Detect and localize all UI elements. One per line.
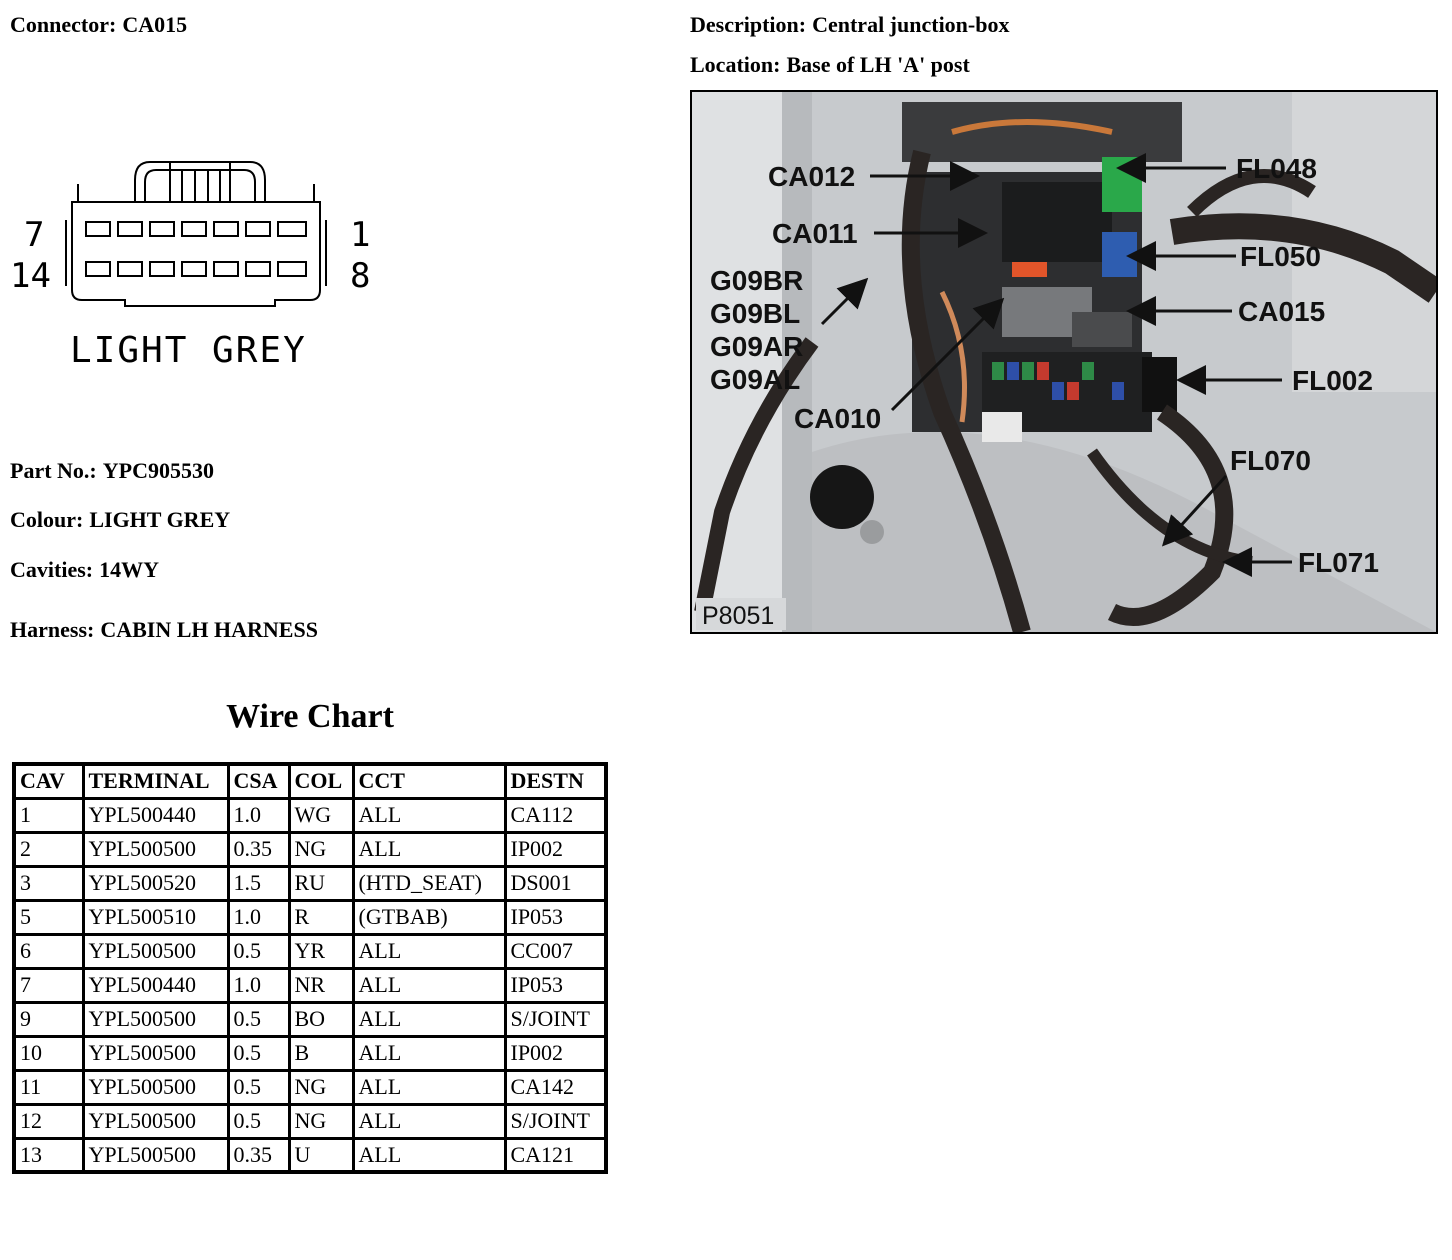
- connector-face-diagram: [10, 150, 390, 390]
- table-row: [14, 1138, 606, 1172]
- cell-terminal: YPL500500: [83, 1002, 228, 1036]
- cell-cct: (HTD_SEAT): [353, 866, 505, 900]
- description: Description: Central junction-box: [690, 12, 1010, 37]
- cavity-slot: [278, 262, 306, 276]
- cell-col: NR: [289, 968, 353, 1002]
- wire-chart-title: Wire Chart: [226, 698, 394, 735]
- table-row: [14, 900, 606, 934]
- cavity-slot: [150, 222, 174, 236]
- cell-col: NG: [289, 1104, 353, 1138]
- cell-csa: 0.5: [228, 1104, 289, 1138]
- colour: Colour: LIGHT GREY: [10, 507, 231, 532]
- cell-cct: ALL: [353, 1002, 505, 1036]
- cell-cct: ALL: [353, 1070, 505, 1104]
- table-row: [14, 1036, 606, 1070]
- callout-g09bl: G09BL: [710, 298, 801, 329]
- cavity-slot: [246, 262, 270, 276]
- callout-ca015: CA015: [1238, 296, 1326, 327]
- location: Location: Base of LH 'A' post: [690, 52, 970, 77]
- pin-number-1: 1: [350, 215, 371, 255]
- table-row: [14, 798, 606, 832]
- table-row: [14, 934, 606, 968]
- callout-fl002: FL002: [1292, 365, 1373, 396]
- pin-number-14: 14: [10, 256, 51, 296]
- cell-terminal: YPL500500: [83, 1104, 228, 1138]
- junction-box-photo: [690, 90, 1438, 634]
- header-csa: CSA: [228, 764, 289, 798]
- callout-g09br: G09BR: [710, 265, 804, 296]
- header-cav: CAV: [14, 764, 83, 798]
- cell-cav: 7: [14, 968, 83, 1002]
- cell-csa: 1.5: [228, 866, 289, 900]
- pin-number-7: 7: [24, 215, 45, 255]
- cell-terminal: YPL500510: [83, 900, 228, 934]
- cell-cct: ALL: [353, 1104, 505, 1138]
- cell-destn: CA121: [505, 1138, 606, 1172]
- cell-destn: IP002: [505, 1036, 606, 1070]
- cell-cav: 11: [14, 1070, 83, 1104]
- cell-destn: DS001: [505, 866, 606, 900]
- cell-col: NG: [289, 1070, 353, 1104]
- cavity-slot: [86, 222, 110, 236]
- callout-fl070: FL070: [1230, 445, 1311, 476]
- cell-destn: CC007: [505, 934, 606, 968]
- table-row: [14, 968, 606, 1002]
- cell-destn: IP002: [505, 832, 606, 866]
- cell-destn: IP053: [505, 968, 606, 1002]
- cell-csa: 0.35: [228, 1138, 289, 1172]
- callout-g09ar: G09AR: [710, 331, 804, 362]
- cell-destn: S/JOINT: [505, 1104, 606, 1138]
- table-row: [14, 832, 606, 866]
- cell-cav: 9: [14, 1002, 83, 1036]
- cell-col: BO: [289, 1002, 353, 1036]
- cavity-slot: [182, 222, 206, 236]
- cell-col: U: [289, 1138, 353, 1172]
- cell-terminal: YPL500500: [83, 1036, 228, 1070]
- cavity-slot: [214, 262, 238, 276]
- cell-cct: (GTBAB): [353, 900, 505, 934]
- table-header-row: [14, 764, 606, 798]
- cell-destn: IP053: [505, 900, 606, 934]
- cell-cav: 13: [14, 1138, 83, 1172]
- cavity-slot: [278, 222, 306, 236]
- wire-chart-body: [14, 798, 606, 1172]
- cavity-slot: [246, 222, 270, 236]
- cell-cct: ALL: [353, 968, 505, 1002]
- cell-csa: 0.5: [228, 1002, 289, 1036]
- table-row: [14, 1070, 606, 1104]
- cell-cav: 2: [14, 832, 83, 866]
- connector-colour-text: LIGHT GREY: [70, 330, 307, 371]
- callout-ca012: CA012: [768, 161, 856, 192]
- harness: Harness: CABIN LH HARNESS: [10, 617, 318, 642]
- cell-terminal: YPL500440: [83, 968, 228, 1002]
- table-row: [14, 1104, 606, 1138]
- cell-csa: 1.0: [228, 900, 289, 934]
- callout-fl050: FL050: [1240, 241, 1321, 272]
- cavity-slot: [150, 262, 174, 276]
- cell-col: R: [289, 900, 353, 934]
- cell-terminal: YPL500500: [83, 1070, 228, 1104]
- cell-cav: 10: [14, 1036, 83, 1070]
- cell-cct: ALL: [353, 832, 505, 866]
- cell-col: B: [289, 1036, 353, 1070]
- cavity-slot: [118, 262, 142, 276]
- callout-ca011: CA011: [772, 218, 858, 249]
- cell-col: YR: [289, 934, 353, 968]
- cell-terminal: YPL500520: [83, 866, 228, 900]
- header-col: COL: [289, 764, 353, 798]
- cell-cct: ALL: [353, 798, 505, 832]
- cell-col: NG: [289, 832, 353, 866]
- cell-csa: 1.0: [228, 798, 289, 832]
- cell-cct: ALL: [353, 934, 505, 968]
- cell-cav: 3: [14, 866, 83, 900]
- header-cct: CCT: [353, 764, 505, 798]
- cell-cav: 1: [14, 798, 83, 832]
- cell-cav: 6: [14, 934, 83, 968]
- cavity-slot: [182, 262, 206, 276]
- cell-terminal: YPL500500: [83, 934, 228, 968]
- cell-cav: 5: [14, 900, 83, 934]
- cell-destn: CA142: [505, 1070, 606, 1104]
- connector-id: Connector: CA015: [10, 12, 188, 37]
- cell-destn: CA112: [505, 798, 606, 832]
- cell-csa: 0.5: [228, 1070, 289, 1104]
- table-row: [14, 866, 606, 900]
- cell-terminal: YPL500500: [83, 832, 228, 866]
- table-row: [14, 1002, 606, 1036]
- cell-col: RU: [289, 866, 353, 900]
- callout-g09al: G09AL: [710, 364, 801, 395]
- cell-cct: ALL: [353, 1036, 505, 1070]
- cell-csa: 0.5: [228, 934, 289, 968]
- cell-col: WG: [289, 798, 353, 832]
- junction-box-photo-illustration: [692, 92, 1436, 632]
- header-terminal: TERMINAL: [83, 764, 228, 798]
- cell-csa: 0.35: [228, 832, 289, 866]
- cavity-slot: [214, 222, 238, 236]
- cavities: Cavities: 14WY: [10, 557, 159, 582]
- cell-destn: S/JOINT: [505, 1002, 606, 1036]
- header-destn: DESTN: [505, 764, 606, 798]
- cell-cct: ALL: [353, 1138, 505, 1172]
- cell-terminal: YPL500440: [83, 798, 228, 832]
- cell-cav: 12: [14, 1104, 83, 1138]
- callout-ca010: CA010: [794, 403, 882, 434]
- wire-chart-table: [12, 762, 608, 1174]
- part-number: Part No.: YPC905530: [10, 458, 214, 483]
- figure-id: P8051: [702, 602, 775, 630]
- cell-csa: 0.5: [228, 1036, 289, 1070]
- cavity-grid: [86, 222, 306, 276]
- cavity-slot: [118, 222, 142, 236]
- callout-fl048: FL048: [1236, 153, 1317, 184]
- cavity-slot: [86, 262, 110, 276]
- cell-csa: 1.0: [228, 968, 289, 1002]
- cell-terminal: YPL500500: [83, 1138, 228, 1172]
- callout-fl071: FL071: [1298, 547, 1379, 578]
- pin-number-8: 8: [350, 256, 371, 296]
